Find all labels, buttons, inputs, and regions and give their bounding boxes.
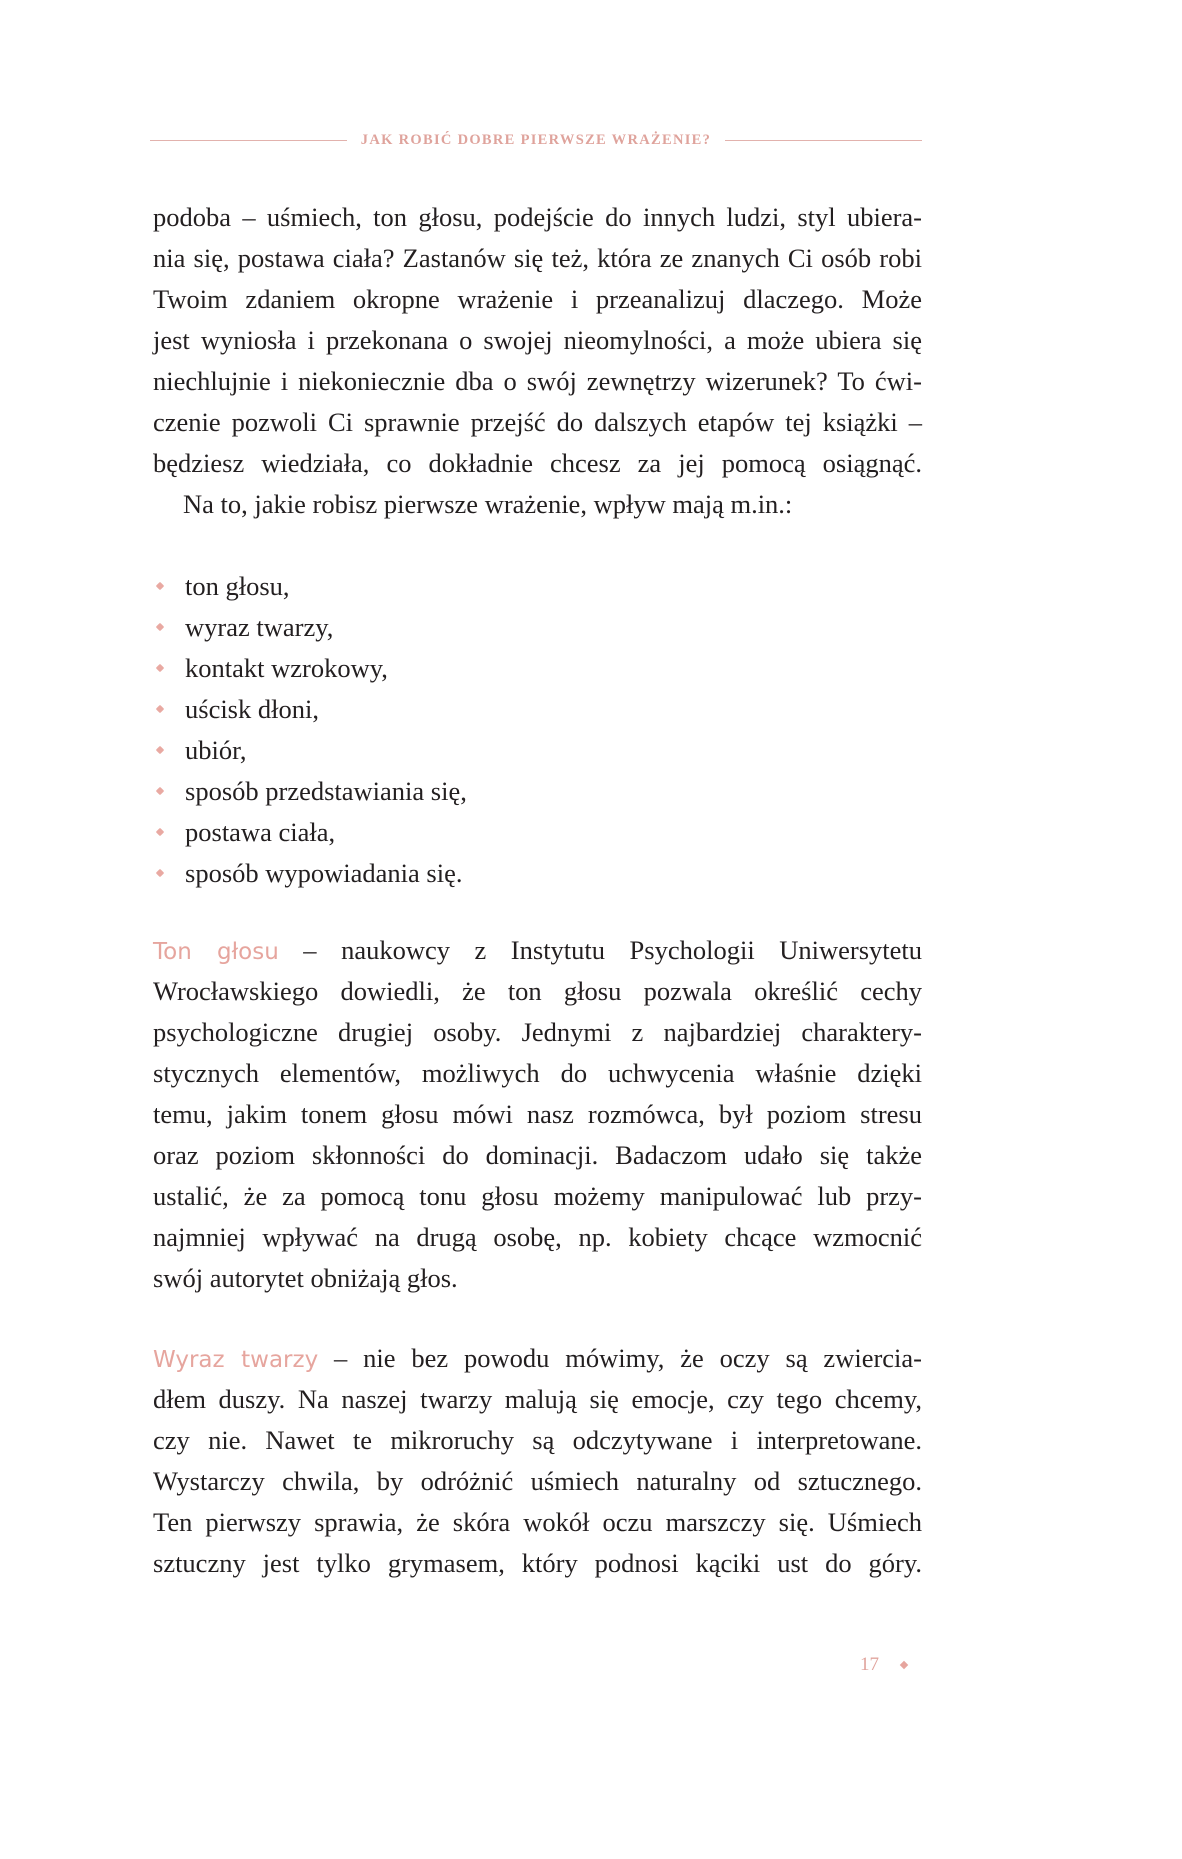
list-item-text: sposób wypowiadania się. bbox=[185, 858, 463, 888]
list-item-text: postawa ciała, bbox=[185, 817, 336, 847]
text-line: Wyraz twarzy – nie bez powodu mówimy, że oczy są zwiercia- bbox=[153, 1343, 922, 1373]
list-item-text: wyraz twarzy, bbox=[185, 612, 334, 642]
text-line: stycznych elementów, możliwych do uchwycenia właśnie dzięki bbox=[153, 1058, 922, 1088]
text-line: Twoim zdaniem okropne wrażenie i przeanalizuj dlaczego. Może bbox=[153, 284, 922, 314]
diamond-bullet-icon bbox=[156, 705, 164, 713]
list-item bbox=[153, 689, 467, 730]
diamond-bullet-icon bbox=[156, 664, 164, 672]
page-number: 17 bbox=[860, 1654, 879, 1675]
list-item bbox=[153, 812, 467, 853]
text-line: swój autorytet obniżają głos. bbox=[153, 1263, 458, 1293]
page-folio bbox=[860, 1654, 907, 1676]
section-ton-glosu bbox=[153, 930, 922, 1299]
diamond-bullet-icon bbox=[156, 623, 164, 631]
list-item-text: sposób przedstawiania się, bbox=[185, 776, 467, 806]
list-item-text: uścisk dłoni, bbox=[185, 694, 319, 724]
list-item-text: ubiór, bbox=[185, 735, 247, 765]
text-line: Wrocławskiego dowiedli, że ton głosu pozwala określić cechy bbox=[153, 976, 922, 1006]
diamond-bullet-icon bbox=[156, 869, 164, 877]
text-line: ustalić, że za pomocą tonu głosu możemy manipulować lub przy- bbox=[153, 1181, 922, 1211]
section-lead: Wyraz twarzy bbox=[153, 1347, 319, 1373]
list-item bbox=[153, 648, 467, 689]
list-item bbox=[153, 853, 467, 894]
text-line: dłem duszy. Na naszej twarzy malują się emocje, czy tego chcemy, bbox=[153, 1384, 922, 1414]
bullet-list bbox=[153, 566, 467, 894]
text-line: jest wyniosła i przekonana o swojej nieomylności, a może ubiera się bbox=[153, 325, 922, 355]
running-title: JAK ROBIĆ DOBRE PIERWSZE WRAŻENIE? bbox=[360, 131, 712, 148]
text-line: podoba – uśmiech, ton głosu, podejście do innych ludzi, styl ubiera- bbox=[153, 202, 922, 232]
intro-paragraph bbox=[153, 197, 922, 525]
list-item bbox=[153, 771, 467, 812]
diamond-bullet-icon bbox=[156, 746, 164, 754]
list-item bbox=[153, 607, 467, 648]
section-wyraz-twarzy bbox=[153, 1338, 922, 1584]
diamond-ornament-icon bbox=[900, 1661, 908, 1669]
text-line: sztuczny jest tylko grymasem, który podnosi kąciki ust do góry. bbox=[153, 1548, 922, 1578]
text-line: Ton głosu – naukowcy z Instytutu Psychologii Uniwersytetu bbox=[153, 935, 923, 965]
diamond-bullet-icon bbox=[156, 582, 164, 590]
text-line: temu, jakim tonem głosu mówi nasz rozmówca, był poziom stresu bbox=[153, 1099, 922, 1129]
diamond-bullet-icon bbox=[156, 787, 164, 795]
text-line: najmniej wpływać na drugą osobę, np. kobiety chcące wzmocnić bbox=[153, 1222, 922, 1252]
list-item bbox=[153, 566, 467, 607]
running-header bbox=[150, 128, 922, 152]
list-item bbox=[153, 730, 467, 771]
text-line: Ten pierwszy sprawia, że skóra wokół oczu marszczy się. Uśmiech bbox=[153, 1507, 922, 1537]
diamond-bullet-icon bbox=[156, 828, 164, 836]
text-line: Na to, jakie robisz pierwsze wrażenie, wpływ mają m.in.: bbox=[183, 489, 793, 519]
text-line: oraz poziom skłonności do dominacji. Badaczom udało się także bbox=[153, 1140, 922, 1170]
text-line: czy nie. Nawet te mikroruchy są odczytywane i interpretowane. bbox=[153, 1425, 922, 1455]
list-item-text: ton głosu, bbox=[185, 571, 290, 601]
header-rule-left bbox=[150, 140, 347, 141]
text-line: Wystarczy chwila, by odróżnić uśmiech naturalny od sztucznego. bbox=[153, 1466, 922, 1496]
text-line: czenie pozwoli Ci sprawnie przejść do dalszych etapów tej książki – bbox=[153, 407, 922, 437]
text-line: psychologiczne drugiej osoby. Jednymi z najbardziej charaktery- bbox=[153, 1017, 922, 1047]
header-rule-right bbox=[725, 140, 922, 141]
text-line: będziesz wiedziała, co dokładnie chcesz za jej pomocą osiągnąć. bbox=[153, 448, 922, 478]
text-line: nia się, postawa ciała? Zastanów się też, która ze znanych Ci osób robi bbox=[153, 243, 922, 273]
list-item-text: kontakt wzrokowy, bbox=[185, 653, 388, 683]
section-lead: Ton głosu bbox=[153, 939, 279, 965]
text-line: niechlujnie i niekoniecznie dba o swój zewnętrzy wizerunek? To ćwi- bbox=[153, 366, 922, 396]
